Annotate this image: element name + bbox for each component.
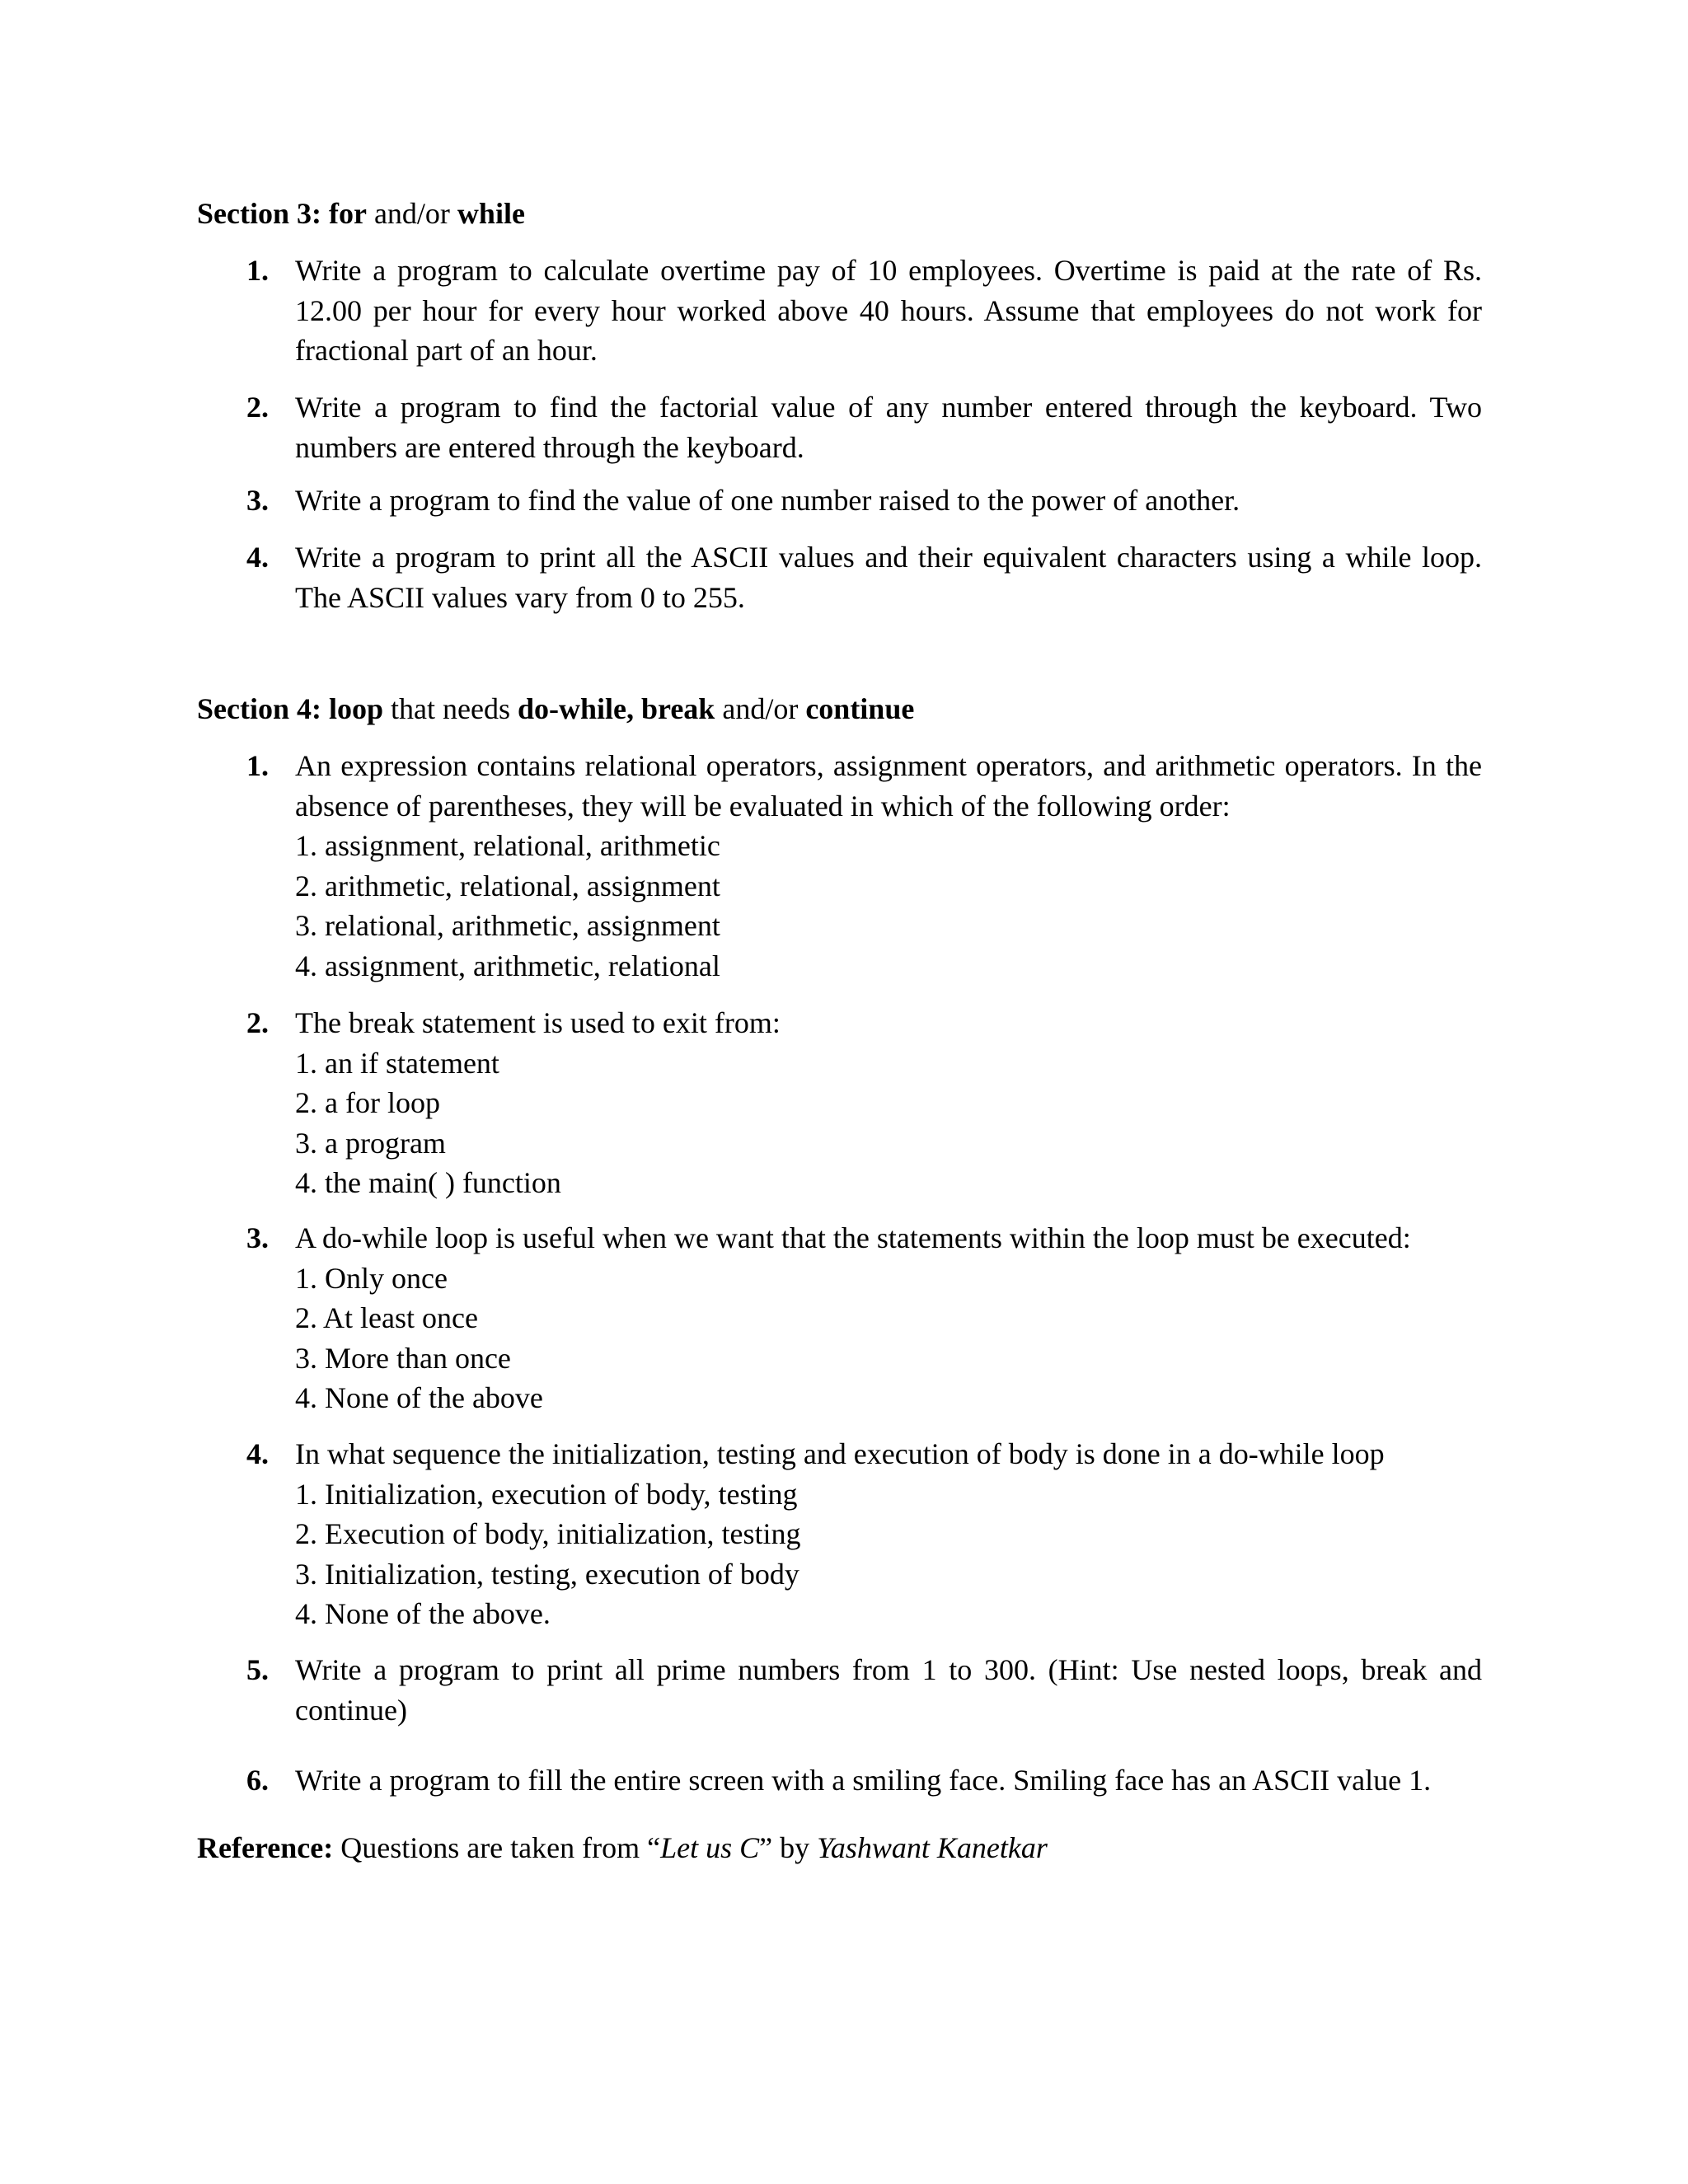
option-item: 3. More than once bbox=[295, 1341, 511, 1375]
option-item: 4. None of the above bbox=[295, 1381, 543, 1414]
option-item: 2. At least once bbox=[295, 1301, 478, 1334]
question-number: 1. bbox=[246, 254, 269, 287]
option-item: 4. assignment, arithmetic, relational bbox=[295, 949, 720, 982]
section-4-heading bbox=[197, 689, 1483, 729]
question-text: The break statement is used to exit from: bbox=[295, 1006, 781, 1039]
section-4-keywords: do-while, break bbox=[517, 692, 715, 725]
section-3-heading bbox=[197, 194, 1483, 233]
reference-author: Yashwant Kanetkar bbox=[817, 1831, 1048, 1864]
option-list bbox=[295, 1474, 1482, 1634]
section-4-andor: and/or bbox=[722, 692, 799, 725]
section-4-that-needs: that needs bbox=[391, 692, 510, 725]
question-text: In what sequence the initialization, testing and execution of body is done in a do-while loop bbox=[295, 1437, 1385, 1470]
question-number: 1. bbox=[246, 749, 269, 782]
question-text: Write a program to calculate overtime pay of 10 employees. Overtime is paid at the rate of Rs. 12.00 per hour for every hour worked above 40 hours. Assume that employees do not work for fractional part of an hour. bbox=[295, 254, 1482, 367]
reference-text-middle: ” by bbox=[759, 1831, 818, 1864]
option-item: 2. a for loop bbox=[295, 1086, 440, 1119]
option-item: 1. Initialization, execution of body, testing bbox=[295, 1477, 798, 1511]
option-item: 1. assignment, relational, arithmetic bbox=[295, 829, 720, 862]
section-3-andor: and/or bbox=[373, 197, 450, 230]
question-number: 6. bbox=[246, 1764, 269, 1797]
reference-book-title: Let us C bbox=[660, 1831, 760, 1864]
question-number: 2. bbox=[246, 391, 269, 424]
question-text: Write a program to fill the entire screen with a smiling face. Smiling face has an ASCII value 1. bbox=[295, 1764, 1432, 1797]
question-text: Write a program to find the value of one number raised to the power of another. bbox=[295, 484, 1240, 517]
section-3-keyword-while: while bbox=[457, 197, 525, 230]
option-list bbox=[295, 1043, 1482, 1203]
question-number: 3. bbox=[246, 484, 269, 517]
option-item: 1. Only once bbox=[295, 1261, 448, 1295]
question-text: Write a program to find the factorial value of any number entered through the keyboard. Two numbers are entered through the keyboard. bbox=[295, 391, 1482, 464]
reference-line bbox=[197, 1828, 1516, 1868]
section-4-label: Section 4: loop bbox=[197, 692, 384, 725]
question-text: An expression contains relational operators, assignment operators, and arithmetic operators. In the absence of parentheses, they will be evaluated in which of the following order: bbox=[295, 749, 1482, 823]
option-item: 4. the main( ) function bbox=[295, 1166, 561, 1199]
section-4-keyword-continue: continue bbox=[805, 692, 915, 725]
reference-text-before: Questions are taken from “ bbox=[340, 1831, 661, 1864]
question-number: 3. bbox=[246, 1221, 269, 1254]
option-item: 3. a program bbox=[295, 1126, 446, 1160]
question-number: 4. bbox=[246, 1437, 269, 1470]
option-list bbox=[295, 826, 1482, 986]
option-item: 1. an if statement bbox=[295, 1046, 499, 1080]
option-item: 2. Execution of body, initialization, testing bbox=[295, 1517, 801, 1550]
question-number: 2. bbox=[246, 1006, 269, 1039]
option-list bbox=[295, 1258, 1482, 1418]
reference-label: Reference: bbox=[197, 1831, 334, 1864]
question-text: A do-while loop is useful when we want that the statements within the loop must be executed: bbox=[295, 1221, 1411, 1254]
section-3-keyword-for: for bbox=[328, 197, 367, 230]
option-item: 4. None of the above. bbox=[295, 1597, 551, 1630]
option-item: 3. relational, arithmetic, assignment bbox=[295, 909, 720, 942]
option-item: 2. arithmetic, relational, assignment bbox=[295, 869, 720, 902]
question-text: Write a program to print all the ASCII values and their equivalent characters using a while loop. The ASCII values vary from 0 to 255. bbox=[295, 541, 1482, 614]
question-text: Write a program to print all prime numbers from 1 to 300. (Hint: Use nested loops, break and continue) bbox=[295, 1653, 1482, 1727]
option-item: 3. Initialization, testing, execution of body bbox=[295, 1557, 799, 1591]
question-number: 4. bbox=[246, 541, 269, 574]
section-3-label: Section 3: bbox=[197, 197, 321, 230]
question-number: 5. bbox=[246, 1653, 269, 1686]
